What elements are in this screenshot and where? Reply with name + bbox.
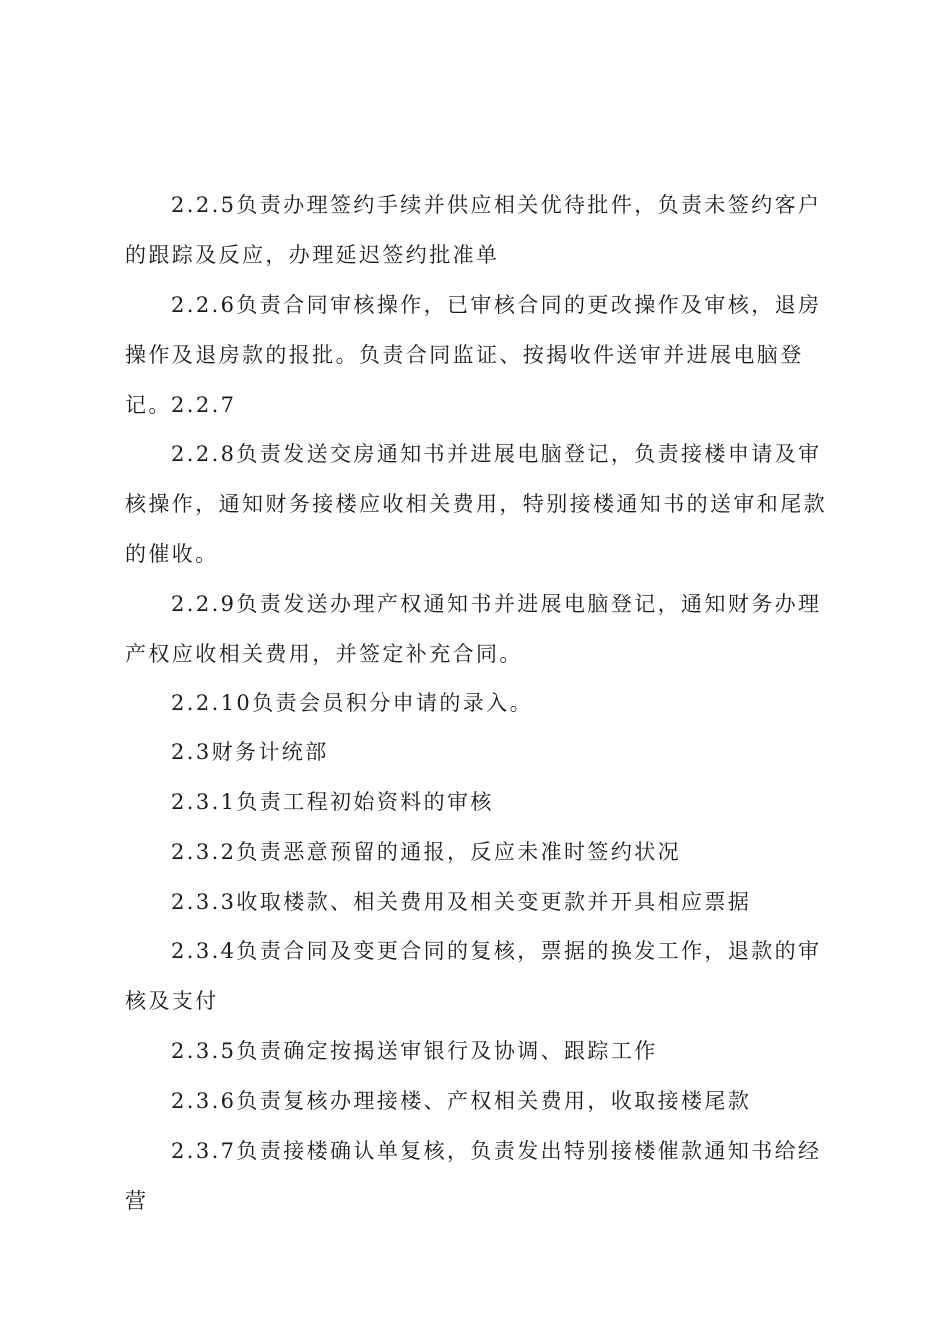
paragraph-2-2-9: 2.2.9负责发送办理产权通知书并进展电脑登记，通知财务办理产权应收相关费用，并签定补充合同。 — [125, 592, 822, 666]
paragraph-2-3-7: 2.3.7负责接楼确认单复核，负责发出特别接楼催款通知书给经营 — [125, 1139, 822, 1213]
section-heading-2-3: 2.3财务计统部 — [171, 740, 329, 764]
paragraph-2-3-5: 2.3.5负责确定按揭送审银行及协调、跟踪工作 — [171, 1039, 658, 1063]
paragraph-2-2-7: 2.2.7 — [171, 393, 237, 417]
paragraph-2-3-6: 2.3.6负责复核办理接楼、产权相关费用，收取接楼尾款 — [171, 1089, 752, 1113]
paragraph-2-3-3: 2.3.3收取楼款、相关费用及相关变更款并开具相应票据 — [171, 890, 752, 914]
paragraph-2-3-2: 2.3.2负责恶意预留的通报，反应未准时签约状况 — [171, 840, 682, 864]
paragraph-2-2-10: 2.2.10负责会员积分申请的录入。 — [171, 691, 533, 715]
paragraph-2-3-4: 2.3.4负责合同及变更合同的复核，票据的换发工作，退款的审核及支付 — [125, 939, 822, 1013]
paragraph-2-3-1: 2.3.1负责工程初始资料的审核 — [171, 790, 494, 814]
paragraph-2-2-8: 2.2.8负责发送交房通知书并进展电脑登记，负责接楼申请及审核操作，通知财务接楼应收相关费用，特别接楼通知书的送审和尾款的催收。 — [125, 442, 827, 566]
paragraph-2-2-6: 2.2.6负责合同审核操作，已审核合同的更改操作及审核，退房操作及退房款的报批。负责合同监证、按揭收件送审并进展电脑登记。 — [125, 293, 822, 417]
paragraph-2-2-5: 2.2.5负责办理签约手续并供应相关优待批件，负责未签约客户的跟踪及反应，办理延迟签约批准单 — [125, 193, 822, 267]
